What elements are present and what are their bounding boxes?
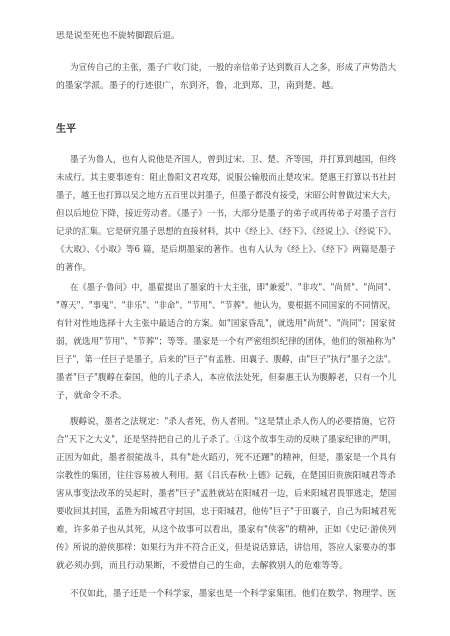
paragraph-line: 传》所说的游侠那样：如果行为并不符合正义，但是说话算话，讲信用，答应人家要办的事 xyxy=(56,543,396,553)
paragraph-line: 的著作。 xyxy=(56,263,92,273)
paragraph-line: 为宣传自己的主张，墨子广收门徒，一般的亲信弟子达到数百人之多，形成了声势浩大 xyxy=(70,63,397,73)
paragraph-line: 合"天下之大义"，还是坚持把自己的儿子杀了。①这个故事生动的反映了墨家纪律的严明， xyxy=(56,435,397,445)
paragraph-line: 思是说至死也不旋转脚跟后退。 xyxy=(56,31,180,41)
paragraph-line: 但以后地位下降，接近劳动者。《墨子》一书，大部分是墨子的弟子或再传弟子对墨子言行 xyxy=(56,209,397,219)
paragraph-line: 宗教性的集团，往往容易被人利用。据《吕氏春秋·上德》记载，在楚国旧贵族阳城君等杀 xyxy=(56,471,396,481)
paragraph-line: 巨子"，第一任巨子是墨子，后来的"巨子"有孟胜、田襄子、腹䵍，由"巨子"执行"墨子之法"。 xyxy=(56,355,396,365)
paragraph-line: 腹䵍说，墨者之法规定："杀人者死，伤人者刑。"这是禁止杀人伤人的必要措施，它符 xyxy=(70,417,396,427)
paragraph-line: 的墨家学派。墨子的行迹很广，东到齐，鲁，北到郑、卫，南到楚、越。 xyxy=(56,81,340,91)
paragraph-line: 不仅如此，墨子还是一个科学家，墨家也是一个科学家集团。他们在数学、物理学、医 xyxy=(70,589,397,599)
paragraph-line: 正因为如此，墨者很能战斗，具有"赴火蹈刃，死不还踵"的精神，但是，墨家是一个具有 xyxy=(56,453,397,463)
paragraph-line: 弱，就选用"节用"、"节葬"；等等。墨家是一个有严密组织纪律的团体，他们的领袖称为" xyxy=(56,337,396,347)
paragraph-line: "尊天"、"事鬼"、"非乐"、"非命"、"节用"、"节葬"。他认为，要根据不同国家的不同情况， xyxy=(56,301,396,311)
paragraph-line: 子，就命令不杀。 xyxy=(56,391,127,401)
paragraph-line: 记录的汇集。它是研究墨子思想的直接材料，其中《经上》、《经下》、《经说上》、《经说下》、 xyxy=(56,227,397,237)
paragraph-line: 未成行。其主要事迹有：阻止鲁阳文君攻郑，说服公输般而止楚攻宋。楚惠王打算以书社封 xyxy=(56,173,396,183)
paragraph-line: 就必须办到，而且行动果断，不爱惜自己的生命，去解救别人的危难等等。 xyxy=(56,561,348,571)
paragraph-line: 墨者"巨子"腹䵍在秦国，他的儿子杀人，本应依法处死，但秦惠王认为腹䵍老，只有一个儿 xyxy=(56,373,397,383)
paragraph-line: 有针对性地选择十大主张中最适合的方案。如"国家昏乱"，就选用"尚贤"、"尚同"；国家贫 xyxy=(56,319,396,329)
paragraph-line: 在《墨子·鲁问》中，墨翟提出了墨家的十大主张，即"兼爱"、"非攻"、"尚贤"、"尚同"、 xyxy=(70,283,397,293)
paragraph-line: 要收回其封国，孟胜为阳城君守封国，忠于阳城君，他传"巨子"于田襄子，自己为阳城君死 xyxy=(56,507,397,517)
paragraph-line: 难，许多弟子也从其死，从这个故事可以看出，墨家有"侠客"的精神，正如《史记·游侠列 xyxy=(56,525,397,535)
section-heading: 生平 xyxy=(56,124,76,135)
paragraph-line: 《大取》、《小取》等6 篇，是后期墨家的著作。也有人认为《经上》、《经下》两篇是墨子 xyxy=(56,245,396,255)
paragraph-line: 墨子，越王也打算以吴之地方五百里以封墨子，但墨子都没有接受，宋昭公时曾做过宋大夫， xyxy=(56,191,396,201)
paragraph-line: 害从事变法改革的吴起时，墨者"巨子"孟胜就站在阳城君一边，后来阳城君畏罪逃走，楚国 xyxy=(56,489,397,499)
paragraph-line: 墨子为鲁人，也有人说他是齐国人，曾到过宋、卫、楚、齐等国，并打算到越国，但终 xyxy=(70,155,397,165)
